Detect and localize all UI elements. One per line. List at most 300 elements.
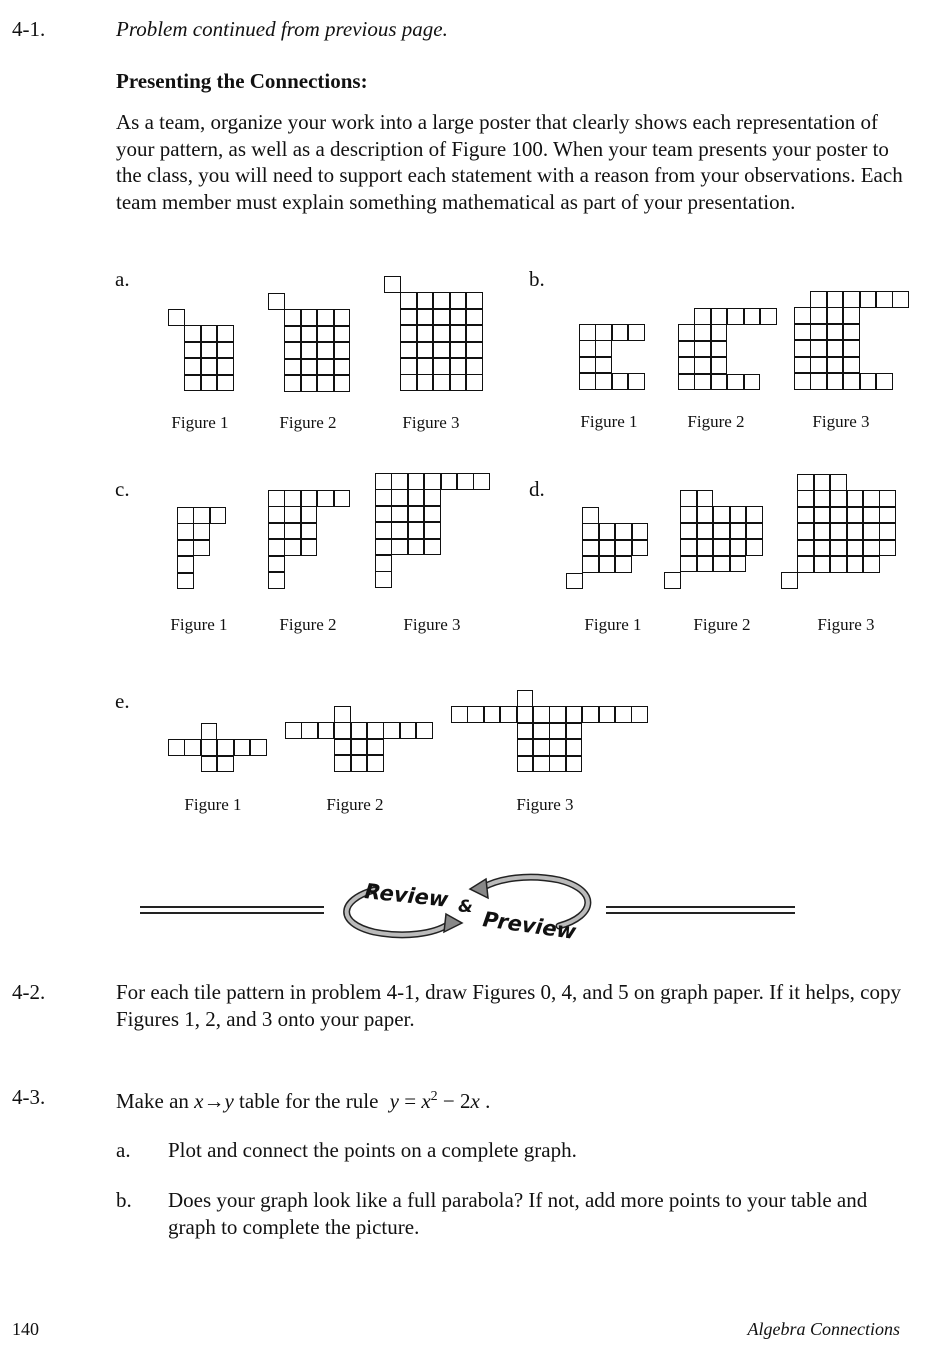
tile [678, 324, 695, 341]
tile [566, 573, 583, 590]
figure-label: Figure 3 [403, 615, 461, 634]
tile [268, 506, 285, 523]
tile [711, 341, 728, 358]
tile [334, 755, 351, 772]
tile [184, 739, 201, 756]
tile [317, 309, 334, 326]
tile [582, 523, 599, 540]
tile [843, 324, 860, 341]
tile [678, 341, 695, 358]
pattern-label-c: c. [115, 477, 130, 501]
tile [424, 473, 441, 490]
tile [517, 739, 534, 756]
tile [284, 506, 301, 523]
tile [391, 506, 408, 523]
instructions-paragraph: As a team, organize your work into a large poster that clearly shows each representation of your pattern, as well as a description of Figure 100. When your team presents your poster to the class, you will need to support each statement with a reason from your observations. Each team member must explain something mathematical as part of your presentation. [116, 110, 903, 214]
tile [268, 523, 285, 540]
tile [408, 489, 425, 506]
tile [416, 722, 433, 739]
tile [433, 325, 450, 342]
tile [317, 326, 334, 343]
tile [814, 556, 831, 573]
tile [285, 722, 302, 739]
tile [876, 373, 893, 390]
tile [697, 539, 714, 556]
tile [400, 309, 417, 326]
tile [250, 739, 267, 756]
tile [301, 309, 318, 326]
tile [814, 490, 831, 507]
tile [500, 706, 517, 723]
tile [843, 340, 860, 357]
tile [827, 340, 844, 357]
tile [433, 309, 450, 326]
tile [466, 325, 483, 342]
tile [863, 507, 880, 524]
tile [450, 292, 467, 309]
tile [450, 342, 467, 359]
tile [408, 522, 425, 539]
tile [177, 540, 194, 557]
problem-4-2-text: For each tile pattern in problem 4-1, draw Figures 0, 4, and 5 on graph paper. If it helps, copy Figures 1, 2, and 3 onto your paper. [116, 980, 901, 1031]
tile [566, 739, 583, 756]
tile [217, 756, 234, 773]
tile [814, 523, 831, 540]
problem-number-4-1: 4-1. [12, 17, 46, 41]
tile [351, 722, 368, 739]
tile [827, 291, 844, 308]
tile [400, 722, 417, 739]
tile [268, 572, 285, 589]
tile [450, 358, 467, 375]
tile [847, 556, 864, 573]
tile [284, 539, 301, 556]
eq-exponent: 2 [430, 1089, 438, 1104]
tile [711, 357, 728, 374]
tile [892, 291, 909, 308]
tile [549, 739, 566, 756]
tile [727, 374, 744, 391]
tile [193, 540, 210, 557]
tile [632, 523, 649, 540]
tile [301, 722, 318, 739]
tile [391, 473, 408, 490]
tile [549, 706, 566, 723]
tile [168, 739, 185, 756]
tile [814, 507, 831, 524]
tile [533, 739, 550, 756]
tile [201, 723, 218, 740]
text-before: Make an [116, 1089, 189, 1113]
tile [694, 341, 711, 358]
tile [847, 490, 864, 507]
tile [391, 539, 408, 556]
tile [334, 490, 351, 507]
review-text: Review [363, 879, 450, 912]
tile [417, 309, 434, 326]
tile [810, 373, 827, 390]
tile [433, 292, 450, 309]
tile [334, 359, 351, 376]
tile [760, 308, 777, 325]
tile [628, 373, 645, 390]
tile [680, 506, 697, 523]
tile [457, 473, 474, 490]
tile [467, 706, 484, 723]
tile [466, 374, 483, 391]
figure-label: Figure 3 [402, 413, 460, 432]
tile [697, 506, 714, 523]
tile [579, 357, 596, 374]
tile [713, 523, 730, 540]
tile [284, 342, 301, 359]
figure-label: Figure 1 [170, 615, 228, 634]
tile [210, 507, 227, 524]
tile [484, 706, 501, 723]
tile [579, 324, 596, 341]
tile [533, 706, 550, 723]
problem-number-4-2: 4-2. [12, 980, 46, 1004]
tile [375, 522, 392, 539]
tile [830, 474, 847, 491]
tile [797, 490, 814, 507]
pattern-label-d: d. [529, 477, 545, 501]
tile [810, 291, 827, 308]
tile [727, 308, 744, 325]
tile [632, 540, 649, 557]
tile [781, 572, 798, 589]
tile [351, 739, 368, 756]
tile [697, 490, 714, 507]
tile [879, 540, 896, 557]
tile [713, 556, 730, 573]
tile [408, 506, 425, 523]
tile [217, 358, 234, 375]
tile [375, 539, 392, 556]
tile [334, 739, 351, 756]
tile [680, 490, 697, 507]
tile [582, 556, 599, 573]
tile [810, 324, 827, 341]
eq-y: y [389, 1089, 399, 1113]
tile [797, 507, 814, 524]
tile [847, 507, 864, 524]
tile [193, 507, 210, 524]
tile [517, 690, 534, 707]
tile [797, 556, 814, 573]
figure-label: Figure 2 [279, 615, 337, 634]
tile [177, 507, 194, 524]
tile [827, 324, 844, 341]
tile [433, 342, 450, 359]
part-text-a: Plot and connect the points on a complete graph. [168, 1138, 577, 1162]
tile [595, 373, 612, 390]
tile [424, 539, 441, 556]
tile [284, 359, 301, 376]
tile [711, 374, 728, 391]
tile [678, 374, 695, 391]
tile [400, 374, 417, 391]
tile [814, 474, 831, 491]
review-preview-logo [334, 868, 600, 948]
tile [694, 357, 711, 374]
tile [301, 539, 318, 556]
tile [375, 489, 392, 506]
tile [678, 357, 695, 374]
tile [268, 293, 285, 310]
tile [268, 490, 285, 507]
page-number: 140 [12, 1319, 39, 1339]
tile [284, 326, 301, 343]
tile [184, 358, 201, 375]
tile [517, 756, 534, 773]
tile [582, 540, 599, 557]
problem-4-3-text [116, 1084, 490, 1115]
banner-rule-right [606, 906, 795, 914]
tile [860, 373, 877, 390]
tile [863, 490, 880, 507]
eq-end: . [479, 1089, 491, 1113]
tile [177, 523, 194, 540]
tile [334, 375, 351, 392]
tile [615, 523, 632, 540]
tile [517, 723, 534, 740]
figure-label: Figure 2 [279, 413, 337, 432]
tile [843, 357, 860, 374]
ampersand-text: & [458, 897, 473, 917]
tile [879, 507, 896, 524]
tile [268, 556, 285, 573]
tile [615, 540, 632, 557]
tile [301, 342, 318, 359]
tile [317, 342, 334, 359]
eq-minus: − 2 [437, 1089, 471, 1113]
tile [318, 722, 335, 739]
tile [863, 523, 880, 540]
tile [827, 307, 844, 324]
tile [595, 324, 612, 341]
tile [615, 556, 632, 573]
figure-label: Figure 3 [817, 615, 875, 634]
tile [595, 340, 612, 357]
tile [201, 325, 218, 342]
tile [391, 489, 408, 506]
tile [713, 539, 730, 556]
tile [694, 324, 711, 341]
tile [201, 739, 218, 756]
tile [615, 706, 632, 723]
tile [317, 490, 334, 507]
tile [391, 522, 408, 539]
tile [879, 490, 896, 507]
tile [450, 374, 467, 391]
tile [599, 556, 616, 573]
tile [579, 373, 596, 390]
tile [827, 373, 844, 390]
text-mid: table for the rule [239, 1089, 379, 1113]
tile [450, 309, 467, 326]
tile [301, 506, 318, 523]
tile [797, 540, 814, 557]
tile [375, 555, 392, 572]
tile [433, 374, 450, 391]
tile [863, 540, 880, 557]
tile [417, 325, 434, 342]
tile [876, 291, 893, 308]
tile [433, 358, 450, 375]
tile [830, 540, 847, 557]
tile [730, 506, 747, 523]
tile [400, 292, 417, 309]
tile [168, 309, 185, 326]
tile [579, 340, 596, 357]
tile [317, 375, 334, 392]
tile [697, 523, 714, 540]
tile [860, 291, 877, 308]
figure-label: Figure 2 [326, 795, 384, 814]
tile [814, 540, 831, 557]
tile [284, 523, 301, 540]
tile [797, 523, 814, 540]
tile [408, 539, 425, 556]
tile [794, 307, 811, 324]
tile [631, 706, 648, 723]
tile [810, 357, 827, 374]
tile [334, 722, 351, 739]
tile [217, 342, 234, 359]
tile [268, 539, 285, 556]
tile [680, 539, 697, 556]
tile [847, 540, 864, 557]
tile [847, 523, 864, 540]
tile [680, 556, 697, 573]
tile [284, 309, 301, 326]
tile [566, 756, 583, 773]
tile [217, 325, 234, 342]
tile [730, 539, 747, 556]
tile [599, 706, 616, 723]
tile [595, 357, 612, 374]
tile [400, 358, 417, 375]
equation [390, 1089, 491, 1113]
pattern-label-a: a. [115, 267, 130, 291]
tile [400, 342, 417, 359]
tile [794, 340, 811, 357]
figure-label: Figure 3 [516, 795, 574, 814]
continued-note: Problem continued from previous page. [116, 17, 448, 41]
tile [843, 307, 860, 324]
part-label-b: b. [116, 1188, 132, 1212]
tile [794, 373, 811, 390]
tile [863, 556, 880, 573]
tile [201, 375, 218, 392]
tile [367, 755, 384, 772]
tile [711, 324, 728, 341]
tile [417, 292, 434, 309]
eq-x2: x [470, 1089, 480, 1113]
tile [417, 342, 434, 359]
tile [533, 723, 550, 740]
eq-x: x [421, 1089, 431, 1113]
tile [830, 490, 847, 507]
tile [680, 523, 697, 540]
tile [201, 342, 218, 359]
var-y: y [224, 1089, 234, 1113]
tile [612, 324, 629, 341]
tile [797, 474, 814, 491]
tile [417, 374, 434, 391]
tile [284, 375, 301, 392]
tile [843, 291, 860, 308]
figure-label: Figure 2 [693, 615, 751, 634]
tile [843, 373, 860, 390]
book-title: Algebra Connections [747, 1319, 900, 1339]
section-heading: Presenting the Connections: [116, 69, 368, 93]
part-text-b: Does your graph look like a full parabola? If not, add more points to your table and graph to complete the picture. [168, 1188, 868, 1239]
tile [582, 507, 599, 524]
tile [301, 359, 318, 376]
tile [746, 506, 763, 523]
pattern-label-b: b. [529, 267, 545, 291]
tile [424, 489, 441, 506]
tile [334, 309, 351, 326]
tile [301, 523, 318, 540]
tile [830, 556, 847, 573]
tile [367, 739, 384, 756]
tile [217, 739, 234, 756]
tile [301, 326, 318, 343]
figure-label: Figure 1 [171, 413, 229, 432]
tile [375, 571, 392, 588]
figure-label: Figure 1 [584, 615, 642, 634]
var-x: x [194, 1089, 204, 1113]
tile [473, 473, 490, 490]
tile [317, 359, 334, 376]
tile [184, 375, 201, 392]
tile [466, 358, 483, 375]
tile [375, 473, 392, 490]
tile [441, 473, 458, 490]
tile [810, 307, 827, 324]
tile [217, 375, 234, 392]
tile [697, 556, 714, 573]
banner-rule-left [140, 906, 324, 914]
tile [334, 326, 351, 343]
tile [612, 373, 629, 390]
tile [746, 539, 763, 556]
tile [810, 340, 827, 357]
tile [599, 540, 616, 557]
tile [450, 325, 467, 342]
tile [664, 572, 681, 589]
eq-equals: = [398, 1089, 422, 1113]
tile [830, 507, 847, 524]
tile [746, 523, 763, 540]
tile [466, 342, 483, 359]
tile [730, 556, 747, 573]
tile [582, 706, 599, 723]
tile [794, 324, 811, 341]
tile [549, 756, 566, 773]
tile [201, 756, 218, 773]
tile [284, 490, 301, 507]
tile [566, 706, 583, 723]
tile [794, 357, 811, 374]
tile [184, 342, 201, 359]
tile [334, 706, 351, 723]
tile [466, 309, 483, 326]
part-label-a: a. [116, 1138, 131, 1162]
